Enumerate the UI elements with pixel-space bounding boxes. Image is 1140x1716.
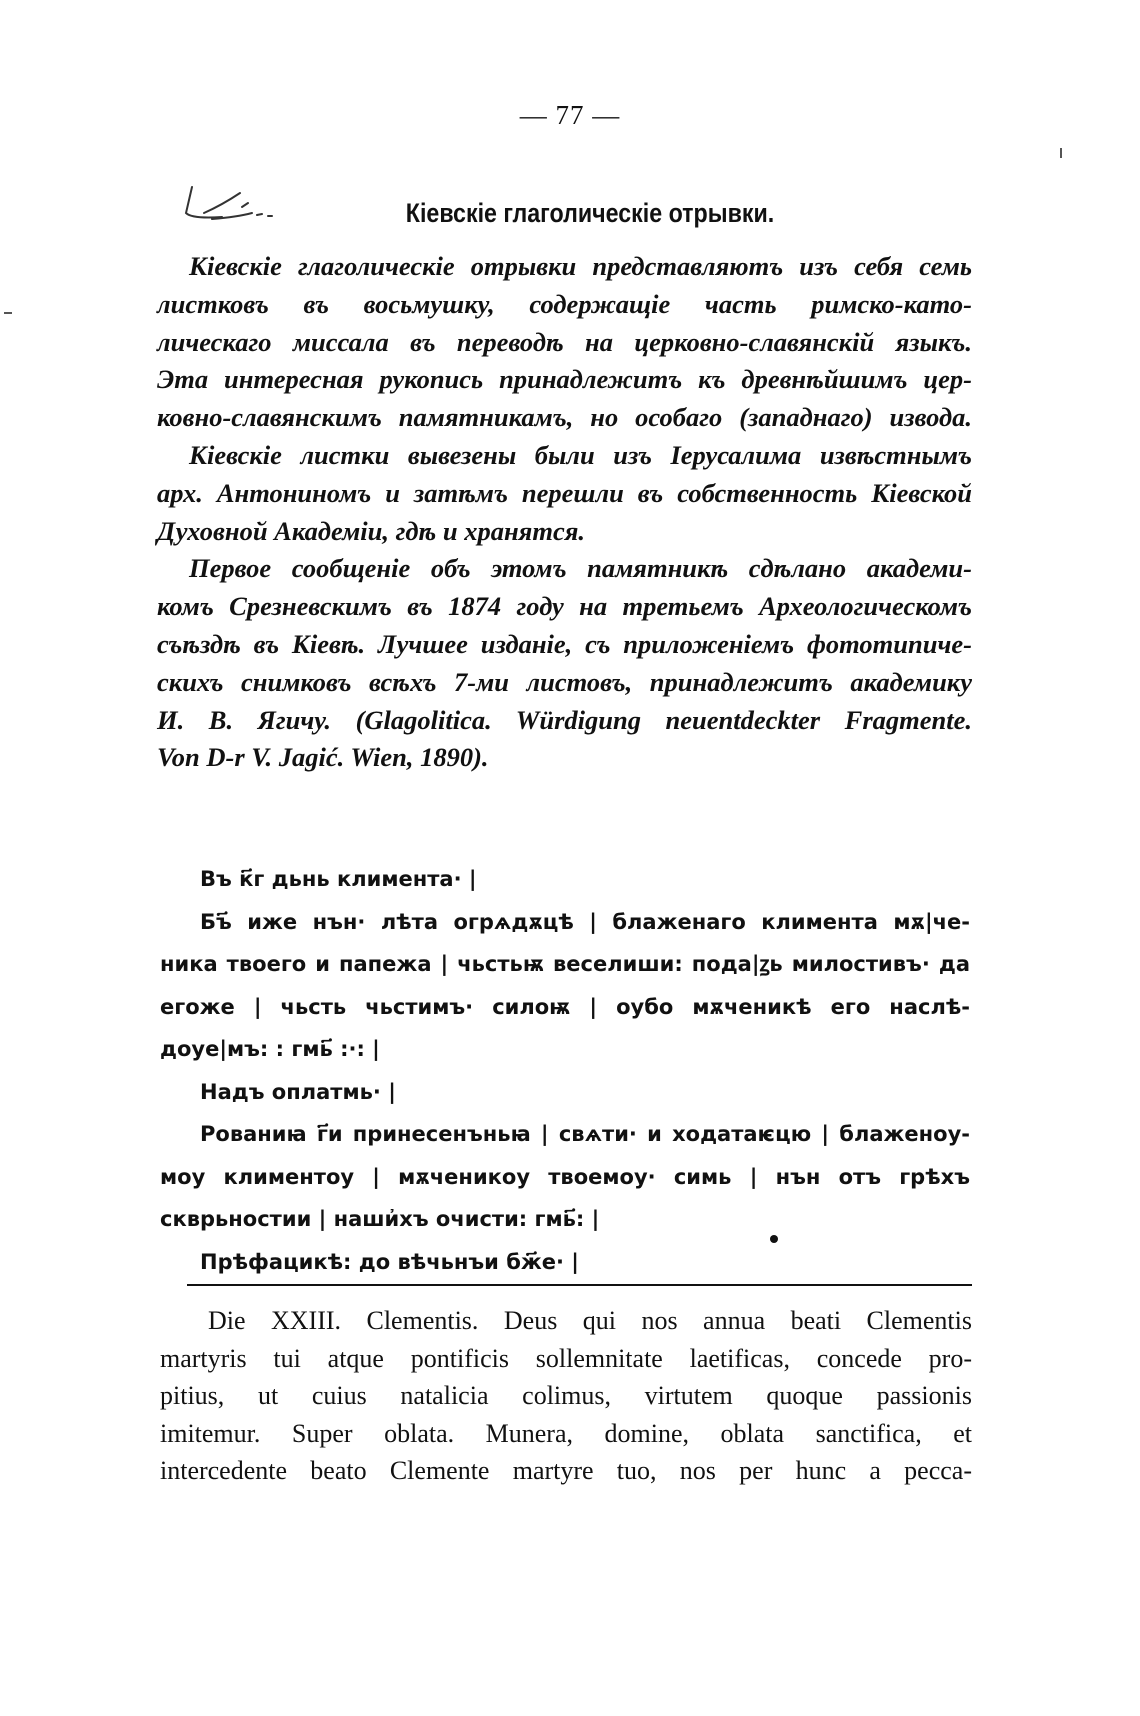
intro-line: листковъ въ восьмушку, содержащіе часть римско-като-	[157, 288, 972, 319]
latin-line: intercedente beato Clemente martyre tuo, nos per hunc a pecca-	[160, 1456, 972, 1485]
page-number: — 77 —	[519, 100, 621, 130]
intro-line: И. В. Ягичу. (Glagolitica. Würdigung neuentdeckter Fragmente.	[157, 704, 972, 735]
slavonic-line: Надъ оплатмь· |	[200, 1079, 396, 1104]
slavonic-line: Бъ҃ иже нън· лѣта огрѧдѫцѣ | блаженаго климента мѫ|че-	[200, 909, 970, 934]
intro-line: комъ Срезневскимъ въ 1874 году на третьемъ Археологическомъ	[157, 591, 972, 622]
slavonic-line: ника твоего и папежа | чьстьѭ веселиши: пода|ꙁь милостивъ· да	[160, 952, 970, 976]
margin-mark	[1060, 148, 1062, 158]
latin-line: pitius, ut cuius natalicia colimus, virtutem quoque passionis	[160, 1381, 972, 1410]
slavonic-line: моу климентоу | мѫченикоу твоемоу· симь | нън отъ грѣхъ	[160, 1164, 970, 1189]
intro-line: Von D-r V. Jagić. Wien, 1890).	[157, 742, 489, 773]
footnote-rule	[187, 1284, 972, 1286]
slavonic-line: егоже | чьсть чьстимъ· силоѭ | оубо мѫченикѣ его наслѣ-	[160, 994, 970, 1019]
latin-translation	[160, 1302, 972, 1490]
ink-dot	[770, 1235, 778, 1243]
intro-line: арх. Антониномъ и затѣмъ перешли въ собственность Кіевской	[157, 477, 972, 508]
slavonic-line: скврьностии | наши҆хъ очисти: гмь҃: |	[160, 1207, 600, 1231]
intro-line: Первое сообщеніе объ этомъ памятникѣ сдѣлано академи-	[189, 553, 972, 584]
latin-line: imitemur. Super oblata. Munera, domine, oblata sanctifica, et	[160, 1418, 972, 1448]
latin-line: martyris tui atque pontificis sollemnitate laetificas, concede pro-	[160, 1343, 972, 1373]
intro-line: лическаго миссала въ переводѣ на церковно-славянскій языкъ.	[157, 326, 972, 357]
intro-line: Духовной Академіи, гдѣ и хранятся.	[157, 515, 585, 546]
latin-line: Die XXIII. Clementis. Deus qui nos annua beati Clementis	[208, 1306, 972, 1335]
slavonic-line: доуе|мъ: : гмь҃ :·: |	[160, 1037, 380, 1061]
section-title: Кіевскіе глаголическіе отрывки.	[405, 198, 775, 228]
slavonic-line: Прѣфацикѣ: до вѣчьнъи бж҃е· |	[200, 1249, 579, 1274]
slavonic-line: Рованиꙗ г҃и принесенъньꙗ | свѧти· и ходатаѥцю | блаженоу-	[200, 1122, 970, 1146]
intro-text	[157, 248, 972, 777]
pencil-annotation-mark	[182, 183, 292, 227]
margin-mark	[4, 312, 12, 314]
intro-line: Кіевскіе листки вывезены были изъ Іерусалима извѣстнымъ	[189, 439, 972, 470]
slavonic-line: Въ к҃г дьнь климента· |	[200, 867, 477, 891]
intro-line: Кіевскіе глаголическіе отрывки представляютъ изъ себя семь	[189, 251, 972, 281]
slavonic-text	[160, 858, 970, 1283]
intro-line: Эта интересная рукопись принадлежитъ къ древнѣйшимъ цер-	[157, 364, 972, 395]
intro-line: скихъ снимковъ всѣхъ 7-ми листовъ, принадлежитъ академику	[157, 666, 972, 697]
intro-line: съѣздѣ въ Кіевѣ. Лучшее изданіе, съ приложеніемъ фототипиче-	[157, 628, 972, 659]
intro-line: ковно-славянскимъ памятникамъ, но особаго (западнаго) извода.	[157, 402, 972, 433]
